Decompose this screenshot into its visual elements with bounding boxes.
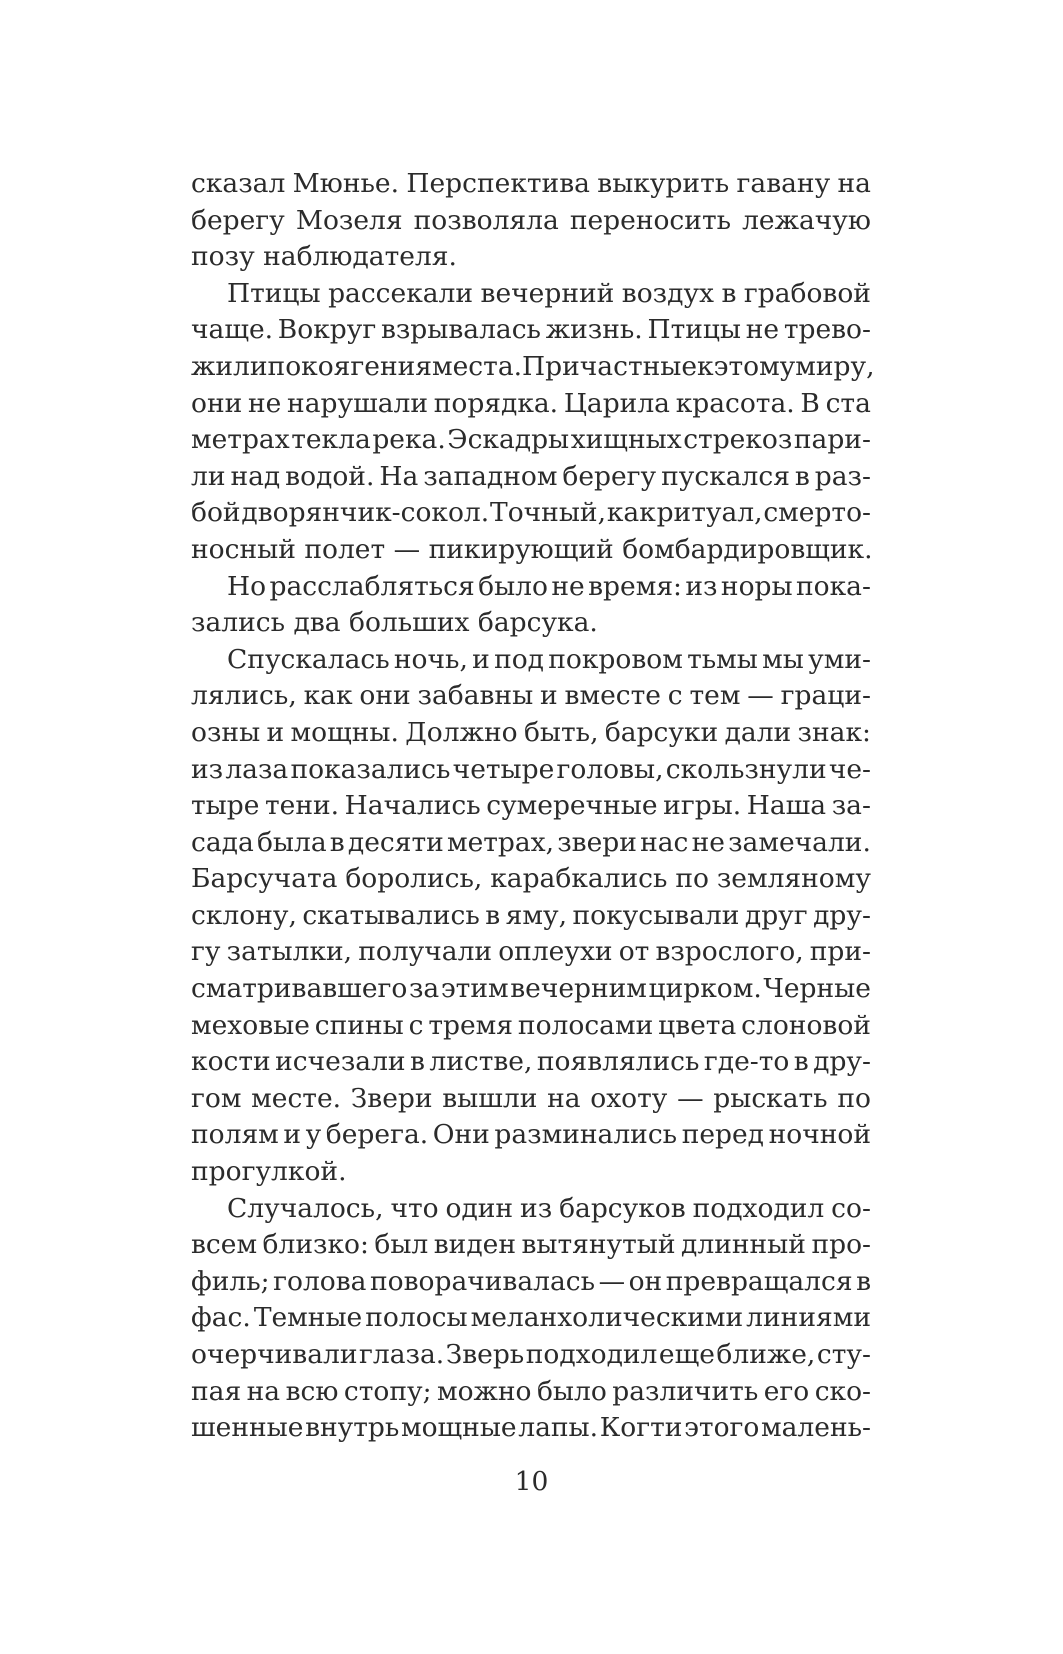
- word: дворянчик-сокол.: [241, 497, 490, 529]
- word: как: [303, 680, 353, 712]
- word: пари-: [793, 424, 871, 456]
- word: мощные: [400, 1412, 517, 1444]
- word: красота.: [675, 387, 795, 419]
- word: пая: [191, 1375, 242, 1407]
- word: из: [685, 570, 718, 602]
- word: взрослого,: [655, 936, 804, 968]
- word: вечерним: [510, 973, 647, 1005]
- text-line: [191, 1044, 871, 1081]
- word: головы,: [556, 753, 664, 785]
- word: боролись,: [345, 863, 483, 895]
- word: оплеухи: [498, 936, 613, 968]
- word: носный: [191, 533, 296, 565]
- word: вышли: [442, 1082, 538, 1114]
- word: был: [374, 1229, 429, 1261]
- word: цирком.: [648, 973, 762, 1005]
- word: грабовой: [743, 277, 871, 309]
- word: Темные: [253, 1302, 363, 1334]
- word: при-: [809, 936, 871, 968]
- word: граци-: [780, 680, 871, 712]
- word: берегу: [562, 460, 657, 492]
- word: —: [598, 1265, 626, 1297]
- word: быть,: [523, 716, 599, 748]
- text-line: [191, 239, 871, 276]
- text-line: [191, 386, 871, 423]
- text-line: [191, 1081, 871, 1118]
- word: не: [745, 314, 780, 346]
- word: стопу;: [343, 1375, 432, 1407]
- text-line: [191, 312, 871, 349]
- word: сумеречные: [486, 790, 658, 822]
- word: замечали.: [728, 826, 871, 858]
- word: западном: [423, 460, 558, 492]
- word: филь;: [191, 1265, 270, 1297]
- word: они: [191, 387, 243, 419]
- word: тыре: [191, 790, 260, 822]
- word: Случалось,: [227, 1192, 384, 1224]
- word: была: [256, 826, 327, 858]
- text-line: [191, 934, 871, 971]
- text-line: [191, 495, 871, 532]
- word: гу: [191, 936, 221, 968]
- text-line: [191, 1374, 871, 1411]
- word: тем: [689, 680, 741, 712]
- word: полосами: [517, 1009, 654, 1041]
- text-line: [191, 276, 871, 313]
- word: Мозеля: [295, 204, 403, 236]
- word: В: [800, 387, 820, 419]
- word: ближе,: [716, 1339, 816, 1370]
- text-line: [191, 1337, 871, 1374]
- word: Барсучата: [191, 863, 338, 895]
- word: хищных: [570, 424, 682, 456]
- word: порядка.: [433, 387, 559, 419]
- word: На: [379, 460, 419, 492]
- text-line: [191, 166, 871, 203]
- word: берега.: [325, 1119, 429, 1151]
- word: появлялись: [536, 1046, 700, 1078]
- word: сказал: [191, 168, 286, 199]
- word: ста: [825, 387, 871, 419]
- word: бой: [191, 497, 241, 529]
- word: было: [536, 1375, 607, 1407]
- word: Когти: [599, 1412, 683, 1444]
- word: на: [547, 1082, 581, 1114]
- word: забавны: [417, 680, 534, 712]
- word: пикирующий: [428, 533, 614, 565]
- word: спины: [314, 1009, 404, 1041]
- word: жили: [191, 350, 268, 382]
- text-line: [191, 605, 871, 642]
- word: Птицы: [647, 314, 742, 346]
- word: сматривавшего: [191, 973, 408, 1005]
- word: линиями: [746, 1302, 871, 1334]
- word: мы: [762, 643, 804, 675]
- word: затылки,: [226, 936, 353, 968]
- word: по: [675, 863, 709, 895]
- word: Эскадры: [447, 424, 570, 456]
- word: тремя: [428, 1009, 514, 1041]
- word: Вокруг: [277, 314, 377, 346]
- word: подходил: [525, 1339, 658, 1370]
- word: зались: [191, 607, 286, 639]
- word: уми-: [808, 643, 871, 675]
- word: к: [697, 350, 714, 382]
- word: десяти: [347, 826, 444, 858]
- word: и: [472, 643, 490, 675]
- word: Зверь: [445, 1339, 525, 1370]
- word: дру-: [813, 1046, 871, 1078]
- word: гом: [191, 1082, 242, 1114]
- word: лаза: [225, 753, 289, 785]
- word: очерчивали: [191, 1339, 358, 1370]
- word: кости: [191, 1046, 271, 1078]
- word: четыре: [452, 753, 555, 785]
- word: от: [618, 936, 650, 968]
- word: нарушали: [287, 387, 428, 419]
- word: выкурить: [597, 168, 730, 199]
- text-line: [191, 1154, 871, 1191]
- word: яму,: [505, 899, 568, 931]
- word: звери: [557, 826, 637, 858]
- word: тьмы: [687, 643, 758, 675]
- word: Начались: [344, 790, 481, 822]
- word: земляному: [716, 863, 871, 895]
- word: глаза.: [359, 1339, 445, 1370]
- word: ночь,: [393, 643, 468, 675]
- word: берегу: [191, 204, 285, 236]
- word: по: [837, 1082, 871, 1114]
- word: в: [410, 1046, 425, 1078]
- word: меланхолическими: [470, 1302, 744, 1334]
- word: слоновой: [741, 1009, 871, 1041]
- word: этим: [440, 973, 509, 1005]
- word: что: [390, 1192, 439, 1224]
- word: подходил: [692, 1192, 825, 1224]
- text-line: [191, 422, 871, 459]
- word: время:: [588, 570, 682, 602]
- word: за-: [831, 790, 871, 822]
- word: лапы.: [518, 1412, 599, 1444]
- body-text: [191, 166, 875, 1447]
- word: можно: [436, 1375, 532, 1407]
- word: позволяла: [413, 204, 559, 236]
- word: тени.: [264, 790, 340, 822]
- text-line: [191, 752, 871, 789]
- word: превращался: [665, 1265, 853, 1297]
- word: карабкались: [490, 863, 668, 895]
- word: Царила: [563, 387, 670, 419]
- word: сту-: [816, 1339, 871, 1370]
- word: про-: [811, 1229, 871, 1261]
- word: Наша: [746, 790, 827, 822]
- word: голова: [273, 1265, 367, 1297]
- word: гавану: [736, 168, 831, 199]
- word: с: [408, 1009, 424, 1041]
- word: этому: [713, 350, 796, 382]
- word: чаще.: [191, 314, 274, 346]
- word: Они: [432, 1119, 490, 1151]
- word: перед: [681, 1119, 764, 1151]
- word: еще: [658, 1339, 715, 1370]
- word: метрах: [191, 424, 290, 456]
- text-line: [191, 349, 875, 386]
- word: метрах,: [446, 826, 555, 858]
- word: Причастные: [522, 350, 698, 382]
- text-line: [191, 532, 871, 569]
- word: стрекоз: [683, 424, 793, 456]
- word: один: [445, 1192, 514, 1224]
- word: дру-: [813, 899, 871, 931]
- word: всем: [191, 1229, 258, 1261]
- text-line: [191, 203, 871, 240]
- word: трево-: [783, 314, 871, 346]
- word: этого: [684, 1412, 760, 1444]
- word: Точный,: [490, 497, 607, 529]
- word: в: [793, 1046, 809, 1078]
- word: не: [691, 826, 725, 858]
- text-line: [191, 825, 871, 862]
- word: покоя: [267, 350, 351, 382]
- word: водой.: [285, 460, 375, 492]
- text-line: [191, 678, 871, 715]
- text-line: [191, 642, 871, 679]
- word: друг: [744, 899, 808, 931]
- word: скатывались: [302, 899, 480, 931]
- word: река.: [372, 424, 446, 456]
- word: его: [763, 1375, 810, 1407]
- word: —: [747, 680, 774, 712]
- word: бомбардировщик.: [622, 533, 873, 565]
- word: было: [478, 570, 548, 602]
- word: прогулкой.: [191, 1156, 347, 1188]
- word: где-то: [703, 1046, 790, 1078]
- word: пока-: [795, 570, 871, 602]
- word: вытянутый: [521, 1229, 676, 1261]
- text-line: [191, 1264, 871, 1301]
- text-line: [191, 715, 871, 752]
- word: Черные: [763, 973, 871, 1005]
- word: гения: [350, 350, 433, 382]
- word: барсуки: [604, 716, 719, 748]
- word: разминались: [494, 1119, 678, 1151]
- word: игры.: [663, 790, 742, 822]
- word: Спускалась: [227, 643, 390, 675]
- word: че-: [828, 753, 871, 785]
- word: знак:: [797, 716, 871, 748]
- word: охоту: [590, 1082, 668, 1114]
- word: и: [540, 680, 558, 712]
- word: позу: [191, 241, 255, 273]
- text-line: [191, 459, 871, 496]
- word: текла: [291, 424, 371, 456]
- word: ночной: [768, 1119, 871, 1151]
- word: не: [247, 387, 282, 419]
- word: исчезали: [275, 1046, 406, 1078]
- word: взрывалась: [380, 314, 541, 346]
- word: всю: [285, 1375, 339, 1407]
- text-line: [191, 1117, 871, 1154]
- word: рассекали: [328, 277, 474, 309]
- word: как: [606, 497, 656, 529]
- word: месте.: [251, 1082, 342, 1114]
- word: жизнь.: [545, 314, 643, 346]
- word: раз-: [814, 460, 871, 492]
- word: он: [628, 1265, 663, 1297]
- word: различить: [612, 1375, 759, 1407]
- word: Звери: [350, 1082, 433, 1114]
- word: длинный: [681, 1229, 806, 1261]
- word: со-: [831, 1192, 871, 1224]
- word: вместе: [564, 680, 661, 712]
- word: склону,: [191, 899, 297, 931]
- word: барсука.: [477, 607, 598, 639]
- word: полет: [304, 533, 386, 565]
- word: и: [266, 716, 285, 748]
- word: из: [520, 1192, 553, 1224]
- text-line: [191, 898, 871, 935]
- word: поворачивалась: [370, 1265, 596, 1297]
- word: норы: [720, 570, 793, 602]
- word: расслабляться: [269, 570, 475, 602]
- text-line: [191, 861, 871, 898]
- word: в: [329, 826, 345, 858]
- word: у: [305, 1119, 322, 1151]
- word: миру,: [795, 350, 875, 382]
- word: два: [293, 607, 341, 639]
- word: в: [856, 1265, 871, 1297]
- word: листве,: [429, 1046, 533, 1078]
- word: и: [283, 1119, 302, 1151]
- word: виден: [433, 1229, 517, 1261]
- word: —: [393, 533, 421, 565]
- word: воздух: [621, 277, 714, 309]
- text-line: [191, 569, 871, 606]
- text-line: [191, 971, 871, 1008]
- text-line: [191, 1410, 871, 1447]
- word: фас.: [191, 1302, 251, 1334]
- word: вечерний: [480, 277, 615, 309]
- word: пускался: [661, 460, 790, 492]
- word: ритуал,: [656, 497, 763, 529]
- word: с: [667, 680, 683, 712]
- word: в: [794, 460, 810, 492]
- text-line: [191, 1227, 871, 1264]
- word: барсуков: [559, 1192, 686, 1224]
- word: получали: [358, 936, 493, 968]
- word: на: [246, 1375, 281, 1407]
- word: в: [721, 277, 737, 309]
- word: не: [551, 570, 585, 602]
- word: на: [837, 168, 871, 199]
- text-line: [191, 1300, 871, 1337]
- word: меховые: [191, 1009, 310, 1041]
- page-number: 10: [514, 1466, 549, 1497]
- word: —: [677, 1082, 704, 1114]
- word: Но: [227, 570, 267, 602]
- word: из: [191, 753, 224, 785]
- word: лялись,: [191, 680, 297, 712]
- word: ско-: [814, 1375, 871, 1407]
- word: Птицы: [227, 277, 321, 309]
- word: Перспектива: [406, 168, 590, 199]
- text-line: [191, 1008, 871, 1045]
- word: Мюнье.: [292, 168, 400, 199]
- word: больших: [349, 607, 470, 639]
- word: полям: [191, 1119, 279, 1151]
- word: шенные: [191, 1412, 304, 1444]
- word: наблюдателя.: [263, 241, 457, 273]
- word: внутрь: [305, 1412, 400, 1444]
- word: за: [408, 973, 440, 1005]
- word: места.: [432, 350, 523, 382]
- word: Должно: [405, 716, 518, 748]
- word: покровом: [548, 643, 683, 675]
- word: малень-: [761, 1412, 871, 1444]
- word: скользнули: [665, 753, 827, 785]
- word: цвета: [658, 1009, 737, 1041]
- word: ли: [191, 460, 226, 492]
- word: близко:: [262, 1229, 369, 1261]
- word: нас: [640, 826, 689, 858]
- word: переносить: [569, 204, 732, 236]
- word: над: [230, 460, 281, 492]
- word: мощны.: [290, 716, 399, 748]
- word: полосы: [365, 1302, 468, 1334]
- word: рыскать: [713, 1082, 828, 1114]
- word: показались: [290, 753, 451, 785]
- word: они: [359, 680, 411, 712]
- word: под: [494, 643, 544, 675]
- word: озны: [191, 716, 261, 748]
- text-line: [191, 1191, 871, 1228]
- word: смерто-: [763, 497, 871, 529]
- text-line: [191, 788, 871, 825]
- word: в: [485, 899, 501, 931]
- word: дали: [724, 716, 792, 748]
- word: лежачую: [742, 204, 871, 236]
- word: покусывали: [572, 899, 740, 931]
- word: сада: [191, 826, 254, 858]
